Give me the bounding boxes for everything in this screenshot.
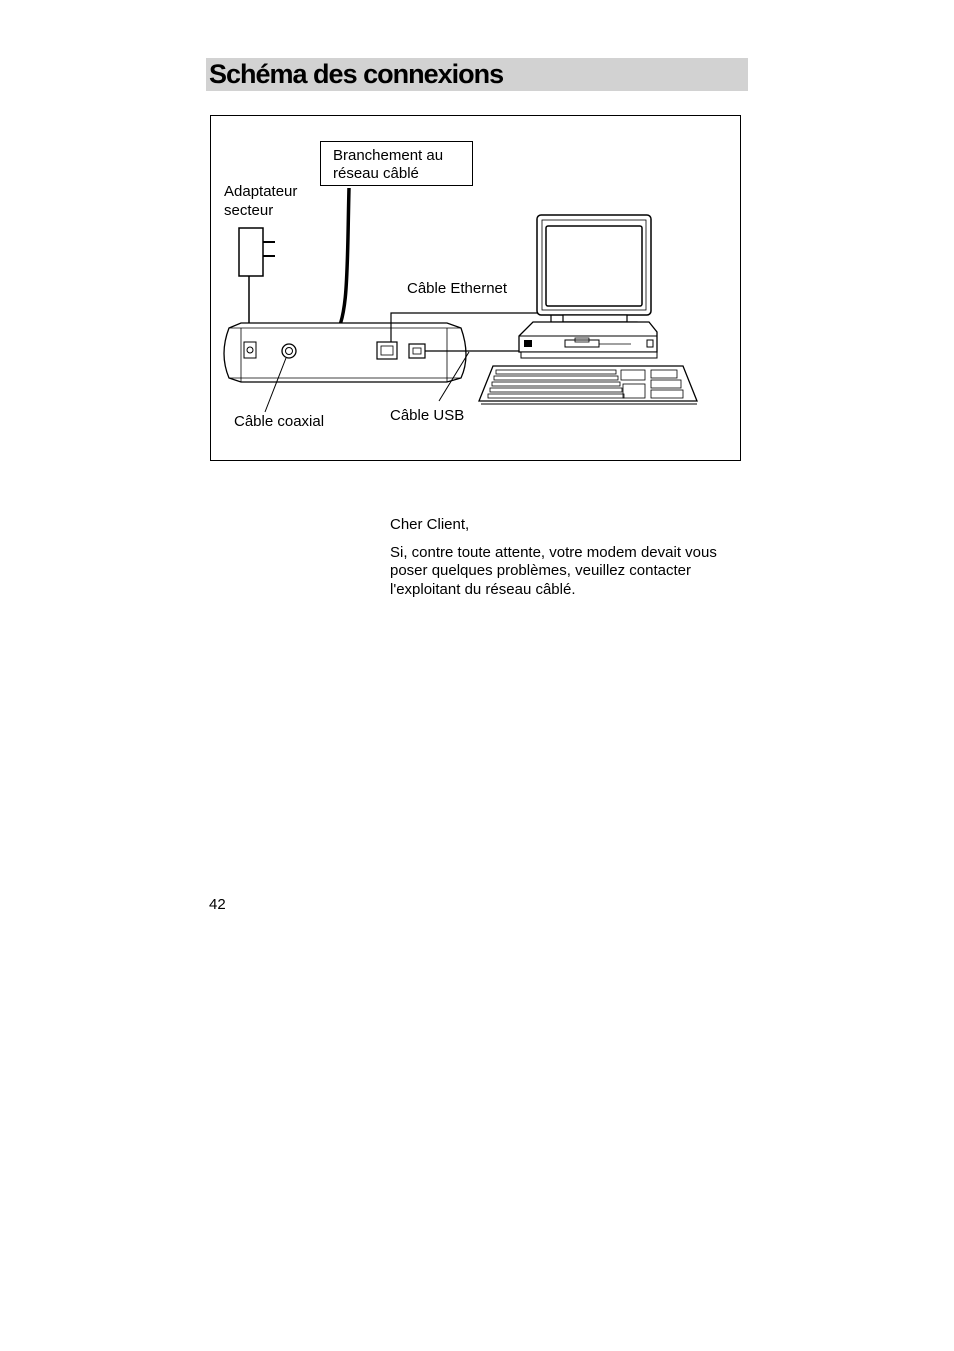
network-connection-label-box	[320, 141, 473, 186]
page-number: 42	[209, 896, 226, 913]
ethernet-cable-label: Câble Ethernet	[407, 280, 508, 297]
power-adapter-label-line1: Adaptateur	[224, 183, 298, 200]
letter-body-line: poser quelques problèmes, veuillez contacter	[390, 562, 692, 579]
power-adapter-label-line2: secteur	[224, 202, 274, 219]
computer-monitor-icon	[537, 215, 651, 328]
coaxial-cable-label: Câble coaxial	[234, 413, 325, 430]
letter-body-line: l'exploitant du réseau câblé.	[390, 580, 576, 598]
letter-salutation: Cher Client,	[390, 516, 470, 533]
letter-body-line: Si, contre toute attente, votre modem devait vous	[390, 543, 717, 561]
usb-cable-label: Câble USB	[390, 407, 465, 424]
computer-tower-icon	[519, 322, 657, 358]
page-title: Schéma des connexions	[209, 59, 504, 89]
network-connection-label-line2: réseau câblé	[333, 165, 419, 182]
network-connection-label-line1: Branchement au	[333, 147, 444, 164]
letter-body	[390, 544, 750, 600]
modem-icon	[224, 323, 466, 382]
keyboard-icon	[479, 366, 697, 404]
power-adapter-label	[224, 182, 297, 220]
customer-letter	[390, 516, 750, 608]
connection-diagram	[210, 115, 741, 461]
title-bar	[206, 58, 748, 91]
